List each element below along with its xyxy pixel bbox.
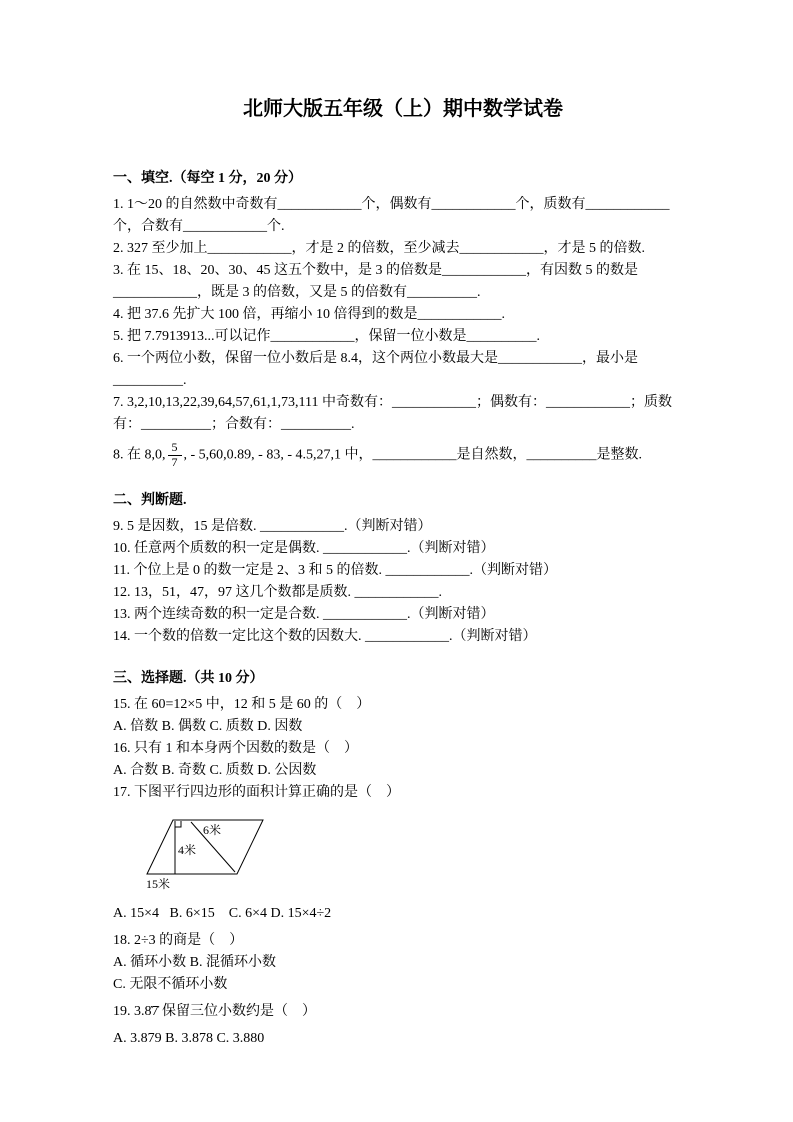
question-18-options-row1: A. 循环小数 B. 混循环小数 (113, 954, 276, 970)
question-1: 1. 1～20 的自然数中奇数有____________个，偶数有____________个，质数有____________个，合数有____________个. (113, 197, 670, 234)
side-length-label: 6米 (203, 822, 222, 837)
question-18-options-row2: C. 无限不循环小数 (113, 976, 228, 992)
question-17-options: A. 15×4 B. 6×15 C. 6×4 D. 15×4÷2 (113, 905, 332, 921)
page-title: 北师大版五年级（上）期中数学试卷 (243, 98, 563, 120)
question-2: 2. 327 至少加上____________，才是 2 的倍数，至少减去____________，才是 5 的倍数. (113, 241, 645, 256)
section-multiple-choice (113, 668, 693, 1050)
parallelogram-svg (129, 812, 289, 892)
section1-heading: 一、填空.（每空 1 分，20 分） (113, 171, 302, 186)
section3-heading: 三、选择题.（共 10 分） (113, 670, 264, 686)
base-length-label: 15米 (146, 876, 171, 891)
question-17: 17. 下图平行四边形的面积计算正确的是（ ） (113, 784, 400, 800)
fraction-denominator: 7 (171, 454, 178, 469)
question-3: 3. 在 15、18、20、30、45 这五个数中，是 3 的倍数是____________，有因数 5 的数是____________，既是 3 的倍数，又是 5 的倍数有__________. (113, 263, 638, 300)
question-16: 16. 只有 1 和本身两个因数的数是（ ） (113, 740, 358, 756)
question-13: 13. 两个连续奇数的积一定是合数. ____________.（判断对错） (113, 606, 495, 622)
section-true-false (113, 490, 693, 648)
question-8 (113, 441, 693, 470)
question-4: 4. 把 37.6 先扩大 100 倍，再缩小 10 倍得到的数是____________. (113, 307, 505, 322)
fraction-5-7 (168, 441, 182, 470)
question-11: 11. 个位上是 0 的数一定是 2、3 和 5 的倍数. ____________.（判断对错） (113, 562, 557, 578)
question-15: 15. 在 60=12×5 中，12 和 5 是 60 的（ ） (113, 696, 371, 712)
question-19-options: A. 3.879 B. 3.878 C. 3.880 (113, 1030, 265, 1046)
question-5: 5. 把 7.7913913...可以记作____________，保留一位小数是__________. (113, 329, 540, 344)
question-16-options: A. 合数 B. 奇数 C. 质数 D. 公因数 (113, 762, 317, 778)
fraction-numerator: 5 (168, 441, 182, 456)
question-15-options: A. 倍数 B. 偶数 C. 质数 D. 因数 (113, 718, 303, 734)
question-8-text-pre: 8. 在 8,0, (113, 447, 166, 463)
question-8-text-post: , - 5,60,0.89, - 83, - 4.5,27,1 中，____________是自然数，__________是整数. (183, 447, 642, 463)
height-length-label: 4米 (178, 842, 197, 857)
question-12: 12. 13，51，47，97 这几个数都是质数. ____________. (113, 584, 442, 600)
question-14: 14. 一个数的倍数一定比这个数的因数大. ____________.（判断对错） (113, 628, 537, 644)
right-angle-mark (175, 821, 181, 827)
question-6: 6. 一个两位小数，保留一位小数后是 8.4，这个两位小数最大是____________，最小是__________. (113, 351, 638, 388)
question-7: 7. 3,2,10,13,22,39,64,57,61,1,73,111 中奇数有：____________；偶数有：____________；质数有：__________；合数有：__________. (113, 395, 672, 432)
question-19: 19. 3.8̇7̇ 保留三位小数约是（ ） (113, 1003, 316, 1019)
question-10: 10. 任意两个质数的积一定是偶数. ____________.（判断对错） (113, 540, 495, 556)
parallelogram-figure (129, 812, 693, 897)
section-fill-blanks (113, 168, 693, 470)
question-18: 18. 2÷3 的商是（ ） (113, 932, 244, 948)
question-9: 9. 5 是因数，15 是倍数. ____________.（判断对错） (113, 518, 432, 534)
section2-heading: 二、判断题. (113, 492, 187, 508)
